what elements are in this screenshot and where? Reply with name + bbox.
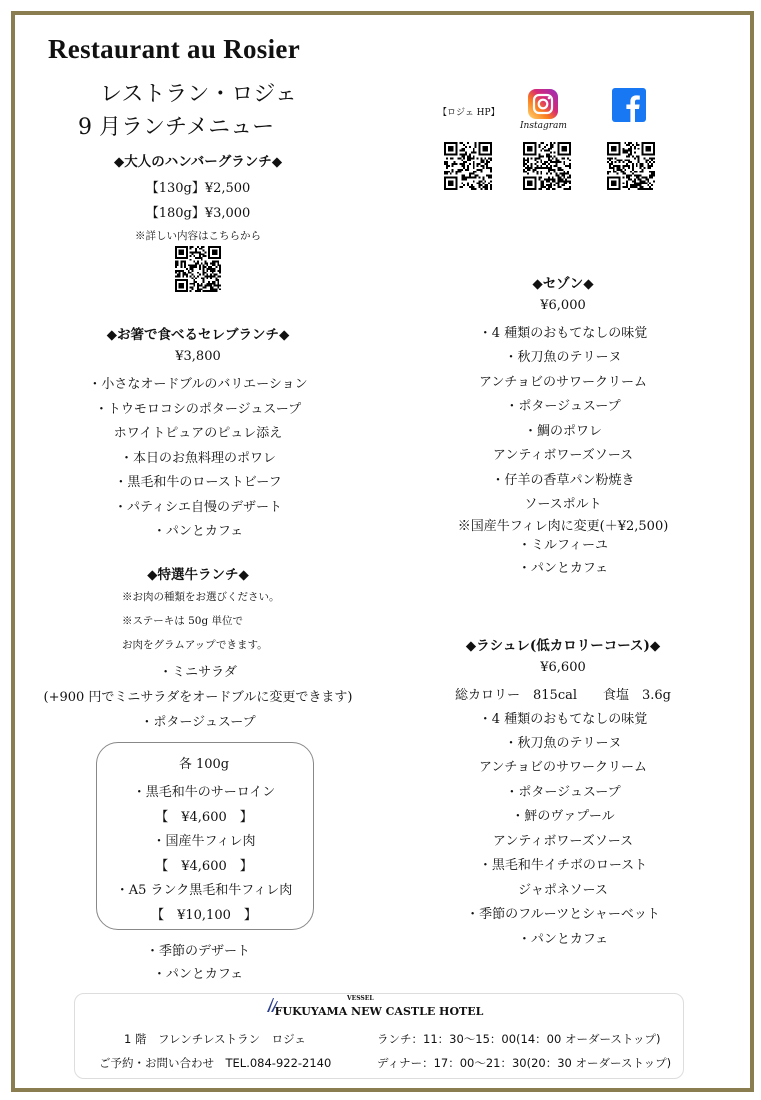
beef-box-line: ・A5 ランク黒毛和牛フィレ肉 (115, 883, 293, 898)
saison-item: ・鯛のポワレ (523, 424, 602, 439)
hamburg-note: ※詳しい内容はこちらから (135, 230, 261, 242)
footer-floor: 1 階 フレンチレストラン ロジェ (124, 1032, 306, 1046)
lasshure-item: アンティボワーズソース (492, 834, 634, 849)
qr-code-instagram[interactable] (523, 142, 571, 190)
qr-code-hp[interactable] (444, 142, 492, 190)
footer-box (74, 993, 684, 1079)
saison-item: ソースポルト (524, 497, 602, 512)
celeb-price: ¥3,800 (175, 349, 221, 364)
beef-box-line: ・黒毛和牛のサーロイン (132, 785, 276, 800)
celeb-item: ホワイトピュアのピュレ添え (113, 426, 283, 441)
lasshure-heading: ◆ラシュレ(低カロリーコース)◆ (465, 638, 661, 654)
saison-item: ・ミルフィーユ (518, 538, 608, 553)
saison-price: ¥6,000 (540, 298, 586, 313)
beef-box-title: 各 100g (178, 757, 230, 772)
beef-box-price: 【 ¥10,100 】 (151, 908, 257, 923)
menu-title: 9 月ランチメニュー (78, 115, 275, 140)
beef-note: ※お肉の種類をお選びください。 (122, 591, 280, 603)
beef-item: (+900 円でミニサラダをオードブルに変更できます) (43, 690, 353, 705)
lasshure-item: ・季節のフルーツとシャーベット (466, 907, 660, 922)
hotel-vessel-label: VESSEL (347, 995, 374, 1002)
beef-after-item: ・季節のデザート (145, 944, 250, 959)
instagram-label: Instagram (520, 121, 567, 131)
hotel-name: FUKUYAMA NEW CASTLE HOTEL (274, 1005, 484, 1018)
celeb-item: ・パティシエ自慢のデザート (114, 500, 282, 515)
celeb-item: ・トウモロコシのポタージュスープ (94, 402, 302, 417)
hamburg-heading: ◆大人のハンバーグランチ◆ (113, 154, 283, 170)
celeb-item: ・本日のお魚料理のポワレ (119, 451, 276, 466)
saison-item: ・4 種類のおもてなしの味覚 (478, 326, 648, 341)
footer-contact: ご予約・お問い合わせ TEL.084-922-2140 (99, 1056, 332, 1070)
saison-heading: ◆セゾン◆ (532, 276, 594, 292)
hamburg-line: 【180g】¥3,000 (145, 206, 251, 221)
hp-label: 【ロジェ HP】 (438, 108, 500, 118)
celeb-item: ・黒毛和牛のローストビーフ (114, 475, 282, 490)
saison-item: ・パンとカフェ (517, 561, 609, 576)
lasshure-item: ジャポネソース (518, 883, 608, 898)
lasshure-price: ¥6,600 (540, 660, 586, 675)
beef-box-line: ・国産牛フィレ肉 (152, 834, 256, 849)
beef-note: お肉をグラムアップできます。 (122, 639, 268, 651)
instagram-icon[interactable] (528, 89, 558, 119)
celeb-item: ・小さなオードブルのバリエーション (88, 377, 308, 392)
restaurant-title-jp: レストラン・ロジェ (100, 82, 297, 107)
facebook-icon[interactable] (612, 88, 646, 122)
restaurant-title-en: Restaurant au Rosier (48, 34, 300, 64)
saison-item: ※国産牛フィレ肉に変更(＋¥2,500) (457, 519, 669, 534)
beef-box-price: 【 ¥4,600 】 (155, 810, 253, 825)
celeb-heading: ◆お箸で食べるセレブランチ◆ (106, 327, 290, 343)
qr-code-hamburg[interactable] (175, 246, 221, 292)
beef-item: ・ミニサラダ (159, 665, 237, 680)
lasshure-item: ・ポタージュスープ (505, 785, 621, 800)
lasshure-item: ・秋刀魚のテリーヌ (504, 736, 622, 751)
footer-lunch-hours: ランチ：11：30～15：00(14：00 オーダーストップ) (377, 1032, 661, 1046)
footer-dinner-hours: ディナー：17：00～21：30(20：30 オーダーストップ) (377, 1056, 672, 1070)
saison-item: ・秋刀魚のテリーヌ (504, 350, 622, 365)
beef-after-item: ・パンとカフェ (152, 967, 244, 982)
beef-box-price: 【 ¥4,600 】 (155, 859, 253, 874)
saison-item: アンティボワーズソース (492, 448, 634, 463)
qr-code-facebook[interactable] (607, 142, 655, 190)
lasshure-item: ・鮃のヴァプール (511, 809, 615, 824)
lasshure-item: ・4 種類のおもてなしの味覚 (478, 712, 648, 727)
lasshure-item: ・パンとカフェ (517, 932, 609, 947)
saison-item: アンチョビのサワークリーム (478, 375, 648, 390)
beef-heading: ◆特選牛ランチ◆ (147, 567, 249, 583)
beef-note: ※ステーキは 50g 単位で (122, 615, 244, 627)
lasshure-item: アンチョビのサワークリーム (478, 760, 648, 775)
lasshure-item: ・黒毛和牛イチボのロースト (478, 858, 648, 873)
celeb-item: ・パンとカフェ (152, 524, 244, 539)
lasshure-nutrition: 総カロリー 815cal 食塩 3.6g (455, 688, 671, 703)
saison-item: ・ポタージュスープ (505, 399, 621, 414)
saison-item: ・仔羊の香草パン粉焼き (491, 473, 635, 488)
hamburg-line: 【130g】¥2,500 (145, 181, 251, 196)
beef-item: ・ポタージュスープ (140, 715, 256, 730)
